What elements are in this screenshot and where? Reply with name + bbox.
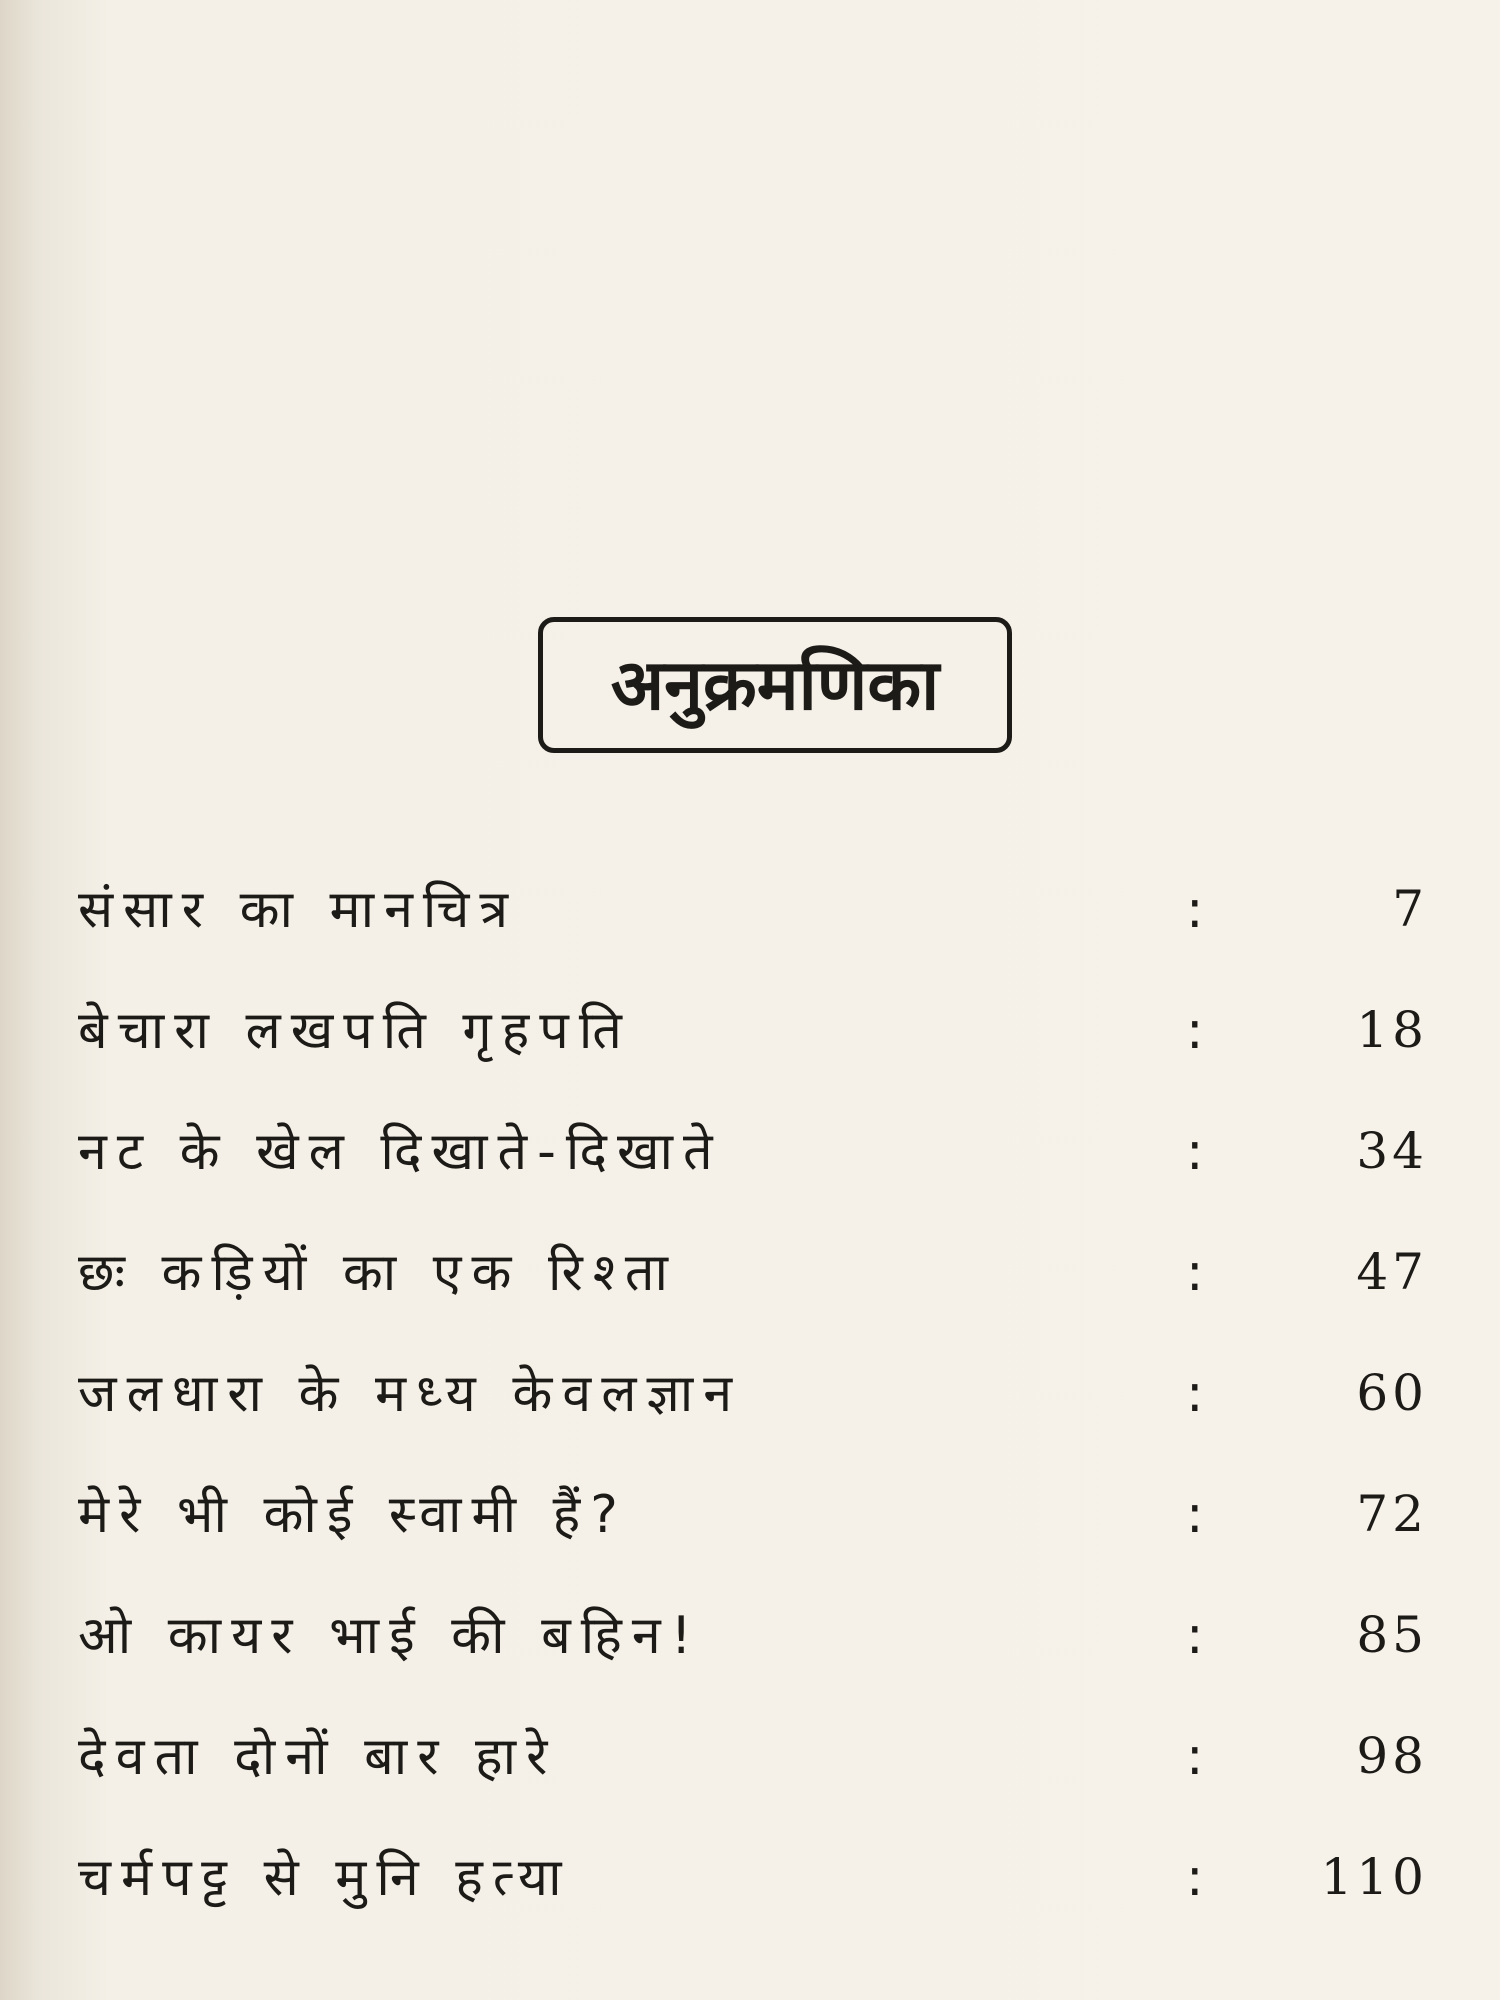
entry-title: देवता दोनों बार हारे [78, 1727, 558, 1787]
toc-entry [78, 1228, 1438, 1349]
entry-separator: : [1186, 1122, 1204, 1182]
entry-page-number: 110 [1320, 1848, 1428, 1906]
entry-title: बेचारा लखपति गृहपति [78, 1001, 632, 1061]
toc-entry [78, 1470, 1438, 1591]
toc-entry [78, 1591, 1438, 1712]
heading-box [538, 617, 1012, 753]
toc-entry [78, 1107, 1438, 1228]
entry-separator: : [1186, 1848, 1204, 1908]
entry-separator: : [1186, 880, 1204, 940]
entry-page-number: 34 [1356, 1122, 1428, 1180]
table-of-contents [78, 865, 1438, 1954]
entry-page-number: 60 [1356, 1364, 1428, 1422]
entry-page-number: 7 [1392, 880, 1428, 938]
entry-page-number: 85 [1356, 1606, 1428, 1664]
entry-page-number: 72 [1356, 1485, 1428, 1543]
entry-page-number: 47 [1356, 1243, 1428, 1301]
entry-separator: : [1186, 1485, 1204, 1545]
entry-page-number: 98 [1356, 1727, 1428, 1785]
entry-separator: : [1186, 1606, 1204, 1666]
toc-entry [78, 1712, 1438, 1833]
toc-entry [78, 1833, 1438, 1954]
entry-title: नट के खेल दिखाते-दिखाते [78, 1122, 723, 1182]
entry-title: छः कड़ियों का एक रिश्ता [78, 1243, 678, 1303]
toc-entry [78, 1349, 1438, 1470]
entry-title: चर्मपट्ट से मुनि हत्या [78, 1848, 572, 1908]
entry-separator: : [1186, 1727, 1204, 1787]
entry-separator: : [1186, 1001, 1204, 1061]
entry-title: जलधारा के मध्य केवलज्ञान [78, 1364, 743, 1424]
entry-page-number: 18 [1356, 1001, 1428, 1059]
entry-title: संसार का मानचित्र [78, 880, 519, 940]
entry-separator: : [1186, 1364, 1204, 1424]
entry-separator: : [1186, 1243, 1204, 1303]
toc-entry [78, 865, 1438, 986]
page-title: अनुक्रमणिका [610, 644, 940, 726]
entry-title: मेरे भी कोई स्वामी हैं? [78, 1485, 628, 1545]
toc-entry [78, 986, 1438, 1107]
entry-title: ओ कायर भाई की बहिन! [78, 1606, 702, 1666]
